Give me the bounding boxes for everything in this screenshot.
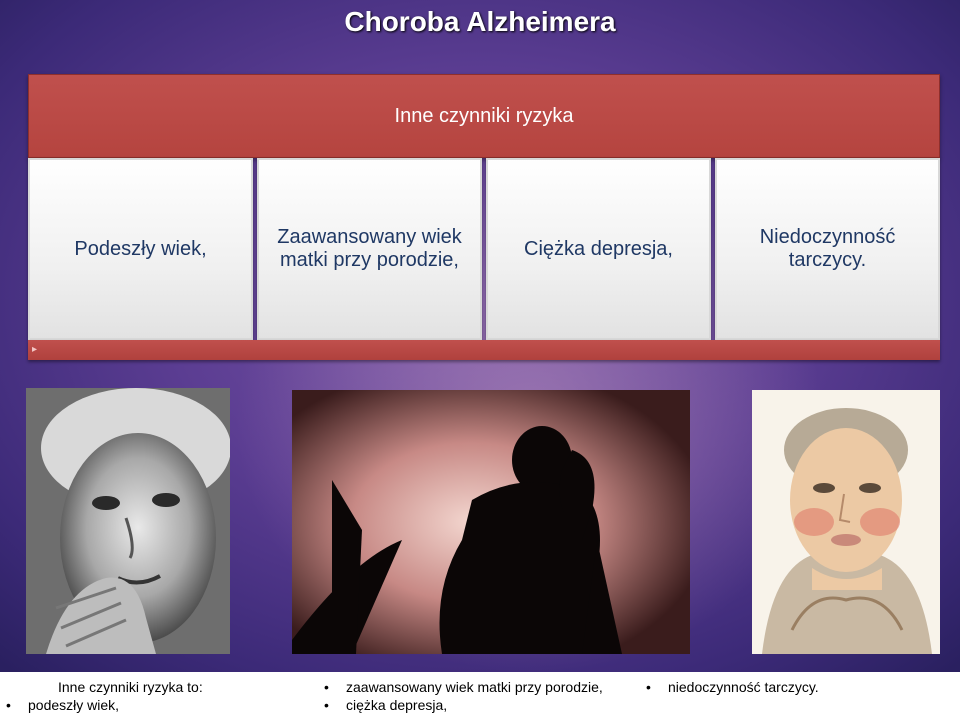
notes-item: • podeszły wiek, xyxy=(6,696,306,714)
notes-item: • niedoczynność tarczycy. xyxy=(646,678,946,696)
notes-item: • ciężka depresja, xyxy=(324,696,644,714)
slide-title: Choroba Alzheimera xyxy=(344,6,616,37)
factor-boxes xyxy=(28,158,940,340)
header-label: Inne czynniki ryzyka xyxy=(394,104,574,127)
depressed-man-silhouette-photo xyxy=(292,390,690,654)
factor-box-maternal-age: Zaawansowany wiek matki przy porodzie, xyxy=(257,158,482,340)
notes-item: • zaawansowany wiek matki przy porodzie, xyxy=(324,678,644,696)
notes-column-2 xyxy=(324,678,644,714)
elderly-woman-photo xyxy=(26,388,230,654)
factor-box-depression: Ciężka depresja, xyxy=(486,158,711,340)
hypothyroidism-illustration xyxy=(752,390,940,654)
notes-column-1 xyxy=(6,678,306,714)
arrow-right-icon: ▸ xyxy=(32,344,38,355)
speaker-notes xyxy=(0,672,960,714)
header-box xyxy=(28,74,940,158)
notes-column-3 xyxy=(646,678,946,696)
factor-box-age: Podeszły wiek, xyxy=(28,158,253,340)
diagram-footer-bar xyxy=(28,340,940,360)
notes-intro: Inne czynniki ryzyka to: xyxy=(58,679,203,695)
factor-box-thyroid: Niedoczynność tarczycy. xyxy=(715,158,940,340)
